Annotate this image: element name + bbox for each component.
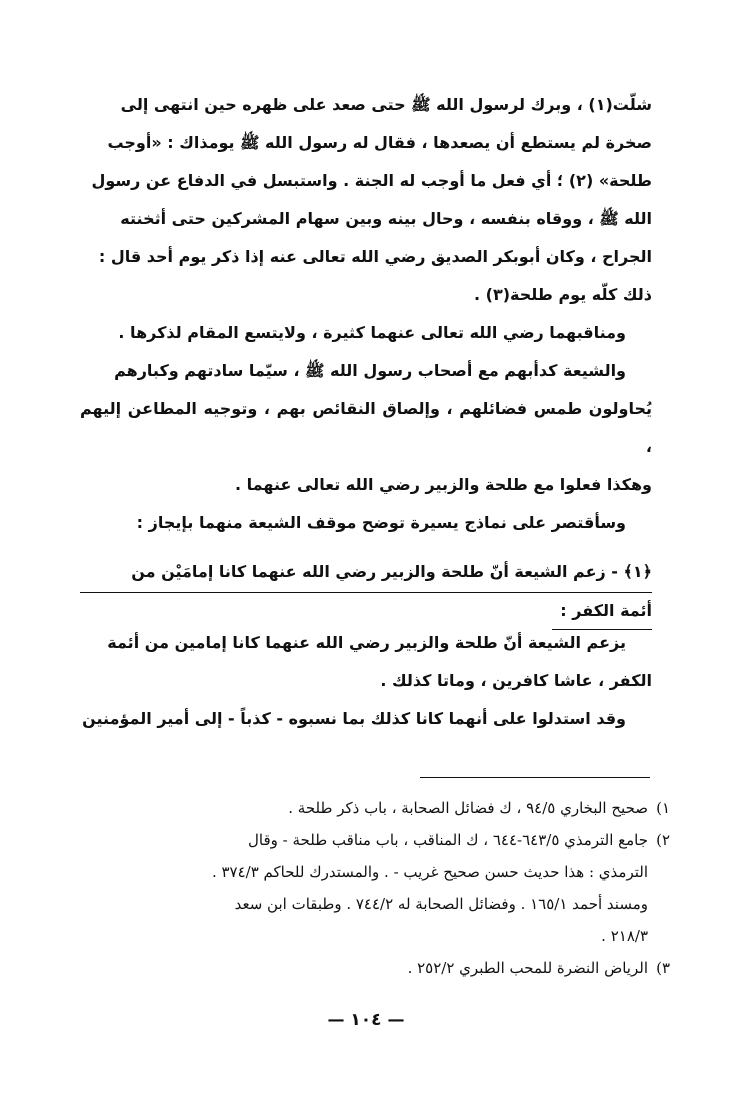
text-line: ذلك كلّه يوم طلحة(٣) . xyxy=(473,285,652,304)
footnote-number: ١) xyxy=(656,799,670,817)
main-text xyxy=(80,86,652,542)
text-line: صخرة لم يستطع أن يصعدها ، فقال له رسول الله ﷺ يومذاك : «أوجب xyxy=(107,133,652,152)
footnote-text: الرياض النضرة للمحب الطبري ٢٥٢/٢ . xyxy=(407,959,648,977)
page-number: — ١٠٤ — xyxy=(327,1010,405,1030)
footnote-text: صحيح البخاري ٩٤/٥ ، ك فضائل الصحابة ، باب ذكر طلحة . xyxy=(288,799,648,817)
text-line: الجراح ، وكان أبوبكر الصديق رضي الله تعالى عنه إذا ذكر يوم أحد قال : xyxy=(98,247,652,266)
footnote-divider xyxy=(420,777,650,778)
text-line: طلحة» (٢) ؛ أي فعل ما أوجب له الجنة . واستبسل في الدفاع عن رسول xyxy=(91,171,652,190)
footnote-2 xyxy=(70,824,670,856)
heading-line: أئمة الكفر : xyxy=(552,593,652,630)
paragraph-intro: وسأقتصر على نماذج يسيرة توضح موقف الشيعة منهما بإيجاز : xyxy=(136,513,626,532)
text-line: وهكذا فعلوا مع طلحة والزبير رضي الله تعالى عنهما . xyxy=(235,475,652,494)
footnote-number: ٣) xyxy=(656,959,670,977)
footnote-number: ٢) xyxy=(656,831,670,849)
footnotes xyxy=(70,792,670,984)
claim-paragraph xyxy=(80,624,652,738)
text-line: وقد استدلوا على أنهما كانا كذلك بما نسبوه - كذباً - إلى أمير المؤمنين xyxy=(82,709,626,728)
text-line: الله ﷺ ، ووقاه بنفسه ، وحال بينه وبين سهام المشركين حتى أثخنته xyxy=(120,209,652,228)
footnote-text: الترمذي : هذا حديث حسن صحيح غريب - . والمستدرك للحاكم ٣٧٤/٣ . xyxy=(211,863,648,881)
paragraph-merits: ومناقبهما رضي الله تعالى عنهما كثيرة ، ولايتسع المقام لذكرها . xyxy=(118,323,626,342)
text-line: والشيعة كدأبهم مع أصحاب رسول الله ﷺ ، سيّما سادتهم وكبارهم xyxy=(114,361,626,380)
footnote-1 xyxy=(70,792,670,824)
footnote-text: ومسند أحمد ١٦٥/١ . وفضائل الصحابة له ٧٤٤/٢ . وطبقات ابن سعد xyxy=(234,895,648,913)
footnote-3 xyxy=(70,952,670,984)
footnote-text: ٢١٨/٣ . xyxy=(601,927,648,945)
text-line: الكفر ، عاشا كافرين ، وماتا كذلك . xyxy=(380,671,652,690)
section-heading xyxy=(80,554,652,630)
text-line: شلّت(١) ، وبرك لرسول الله ﷺ حتى صعد على ظهره حين انتهى إلى xyxy=(120,95,652,114)
text-line: يُحاولون طمس فضائلهم ، وإلصاق النقائص بهم ، وتوجيه المطاعن إليهم ، xyxy=(80,399,652,456)
heading-line: ﴿١﴾ - زعم الشيعة أنّ طلحة والزبير رضي الله عنهما كانا إمامَيْن من xyxy=(80,554,652,593)
footnote-text: جامع الترمذي ٦٤٣/٥-٦٤٤ ، ك المناقب ، باب مناقب طلحة - وقال xyxy=(248,831,648,849)
text-line: يزعم الشيعة أنّ طلحة والزبير رضي الله عنهما كانا إمامين من أئمة xyxy=(107,633,626,652)
